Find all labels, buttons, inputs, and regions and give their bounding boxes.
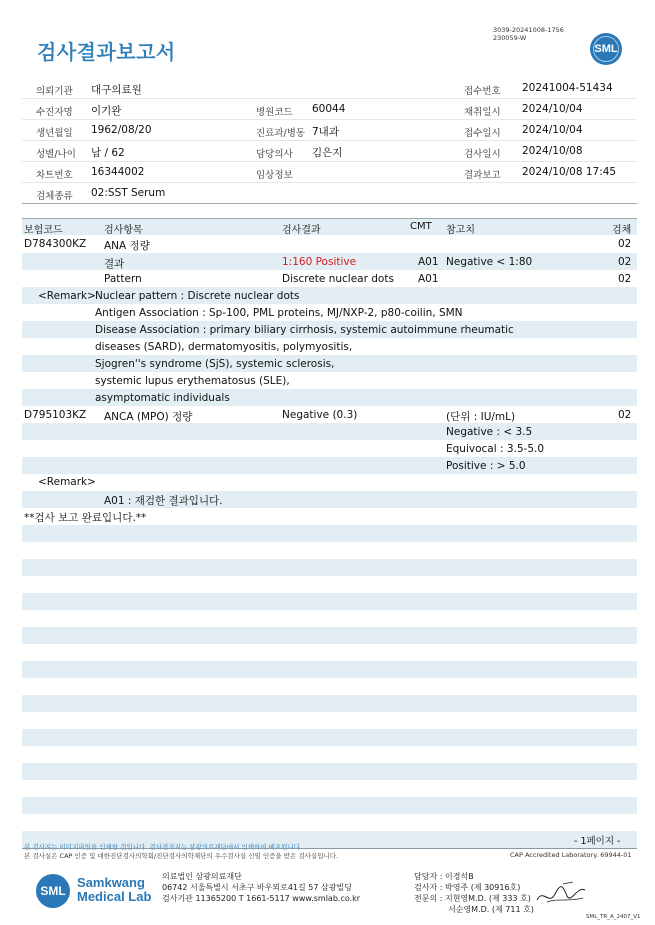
test-date: 2024/10/08: [522, 145, 583, 157]
specimen-type: 02:SST Serum: [91, 187, 166, 199]
row-stripe: [22, 559, 637, 576]
ana-pattern-cmt: A01: [418, 273, 439, 285]
signature-image: [533, 880, 589, 910]
document-code: 3039-20241008-1756 230059-W: [493, 26, 564, 42]
anca-ref-line: Negative : < 3.5: [446, 426, 533, 438]
ana-specimen: 02: [618, 238, 632, 250]
remark-line: asymptomatic individuals: [95, 392, 230, 404]
receipt-date: 2024/10/04: [522, 124, 583, 136]
remark-line: Disease Association : primary biliary cirrhosis, systemic autoimmune rheumatic: [95, 324, 514, 336]
ana-name: ANA 정량: [104, 240, 150, 252]
ana-result-cmt: A01: [418, 256, 439, 268]
print-notice: 본 검사지는 이미지파일을 인쇄한 것입니다. 검사결과지는 삼광의료재단에서 인쇄하여 배포됩니다.: [24, 843, 303, 851]
ana-result-label: 결과: [104, 258, 125, 270]
ana-pattern-value: Discrete nuclear dots: [282, 273, 394, 285]
row-stripe: [22, 661, 637, 678]
info-row-5: 차트번호 16344002 임상정보 결과보고 2024/10/08 17:45: [22, 163, 637, 183]
ana-code: D784300KZ: [24, 238, 87, 250]
page-number: - 1페이지 -: [574, 836, 621, 847]
row-stripe: [22, 457, 637, 474]
chart-number: 16344002: [91, 166, 145, 178]
anca-code: D795103KZ: [24, 409, 87, 421]
remark-line: diseases (SARD), dermatomyositis, polymyositis,: [95, 341, 353, 353]
results-table-header: 보험코드 검사항목 검사결과 CMT 참고치 검체: [22, 218, 637, 235]
birth-date: 1962/08/20: [91, 124, 152, 136]
anca-result: Negative (0.3): [282, 409, 358, 421]
cap-accreditation: CAP Accredited Laboratory. 69944-01: [510, 851, 632, 859]
collect-date: 2024/10/04: [522, 103, 583, 115]
doctor: 김은지: [312, 147, 343, 159]
report-complete: **검사 보고 완료입니다.**: [24, 512, 147, 524]
accreditation-notice: 본 검사실은 CAP 인증 및 대한진단검사의학회/진단검사의학재단의 우수검사실 신임 인증을 받은 검사실입니다.: [24, 852, 339, 860]
anca-ref-line: Positive : > 5.0: [446, 460, 526, 472]
row-stripe: [22, 729, 637, 746]
report-date: 2024/10/08 17:45: [522, 166, 617, 178]
staff-info: 담당자 : 이경석B 검사자 : 박영주 (제 30916호) 전문의 : 지현영M.D. (제 333 호) 서순영M.D. (제 711 호): [414, 872, 534, 914]
brand-name: Samkwang Medical Lab: [77, 875, 152, 904]
ana-result-value: 1:160 Positive: [282, 256, 357, 268]
receipt-number: 20241004-51434: [522, 82, 613, 94]
row-stripe: [22, 525, 637, 542]
sex-age: 남 / 62: [91, 147, 125, 159]
info-row-2: 수진자명 이기완 병원코드 60044 채취일시 2024/10/04: [22, 100, 637, 120]
remark-line: Nuclear pattern : Discrete nuclear dots: [95, 290, 300, 302]
ana-pattern-specimen: 02: [618, 273, 632, 285]
institution: 대구의료원: [91, 84, 142, 96]
sml-logo: SML: [36, 874, 70, 908]
footer-divider: [22, 848, 637, 849]
remark-label: <Remark>: [38, 290, 96, 302]
department: 7내과: [312, 126, 339, 138]
form-code: SML_TR_A_2407_V1: [586, 914, 641, 920]
ana-result-ref: Negative < 1:80: [446, 256, 533, 268]
organization-info: 의료법인 삼광의료재단 06742 서울특별시 서초구 바우뫼로41길 57 삼광빌딩 검사기관 11365200 T 1661-5117 www.smlab.co.kr: [162, 872, 361, 903]
row-stripe: [22, 695, 637, 712]
remark-note: A01 : 재검한 결과입니다.: [104, 495, 223, 507]
anca-ref-line: Equivocal : 3.5-5.0: [446, 443, 545, 455]
hospital-code: 60044: [312, 103, 346, 115]
ana-result-specimen: 02: [618, 256, 632, 268]
row-stripe: [22, 627, 637, 644]
sml-logo: SML: [590, 33, 622, 65]
report-title: 검사결과보고서: [37, 40, 176, 64]
anca-name: ANCA (MPO) 정량: [104, 411, 193, 423]
info-row-3: 생년월일 1962/08/20 진료과/병동 7내과 접수일시 2024/10/04: [22, 121, 637, 141]
remark-line: Sjogren''s syndrome (SjS), systemic sclerosis,: [95, 358, 335, 370]
info-row-1: 의뢰기관 대구의료원 접수번호 20241004-51434: [22, 79, 637, 99]
ana-pattern-label: Pattern: [104, 273, 142, 285]
row-stripe: [22, 797, 637, 814]
remark-line: Antigen Association : Sp-100, PML proteins, MJ/NXP-2, p80-coilin, SMN: [95, 307, 463, 319]
row-stripe: [22, 423, 637, 440]
anca-specimen: 02: [618, 409, 632, 421]
anca-unit: (단위 : IU/mL): [446, 411, 516, 423]
remark-line: systemic lupus erythematosus (SLE),: [95, 375, 290, 387]
info-row-4: 성별/나이 남 / 62 담당의사 김은지 검사일시 2024/10/08: [22, 142, 637, 162]
row-stripe: [22, 763, 637, 780]
patient-name: 이기완: [91, 105, 122, 117]
row-stripe: [22, 593, 637, 610]
remark-label: <Remark>: [38, 476, 96, 488]
info-row-6: 검체종류 02:SST Serum: [22, 184, 637, 204]
